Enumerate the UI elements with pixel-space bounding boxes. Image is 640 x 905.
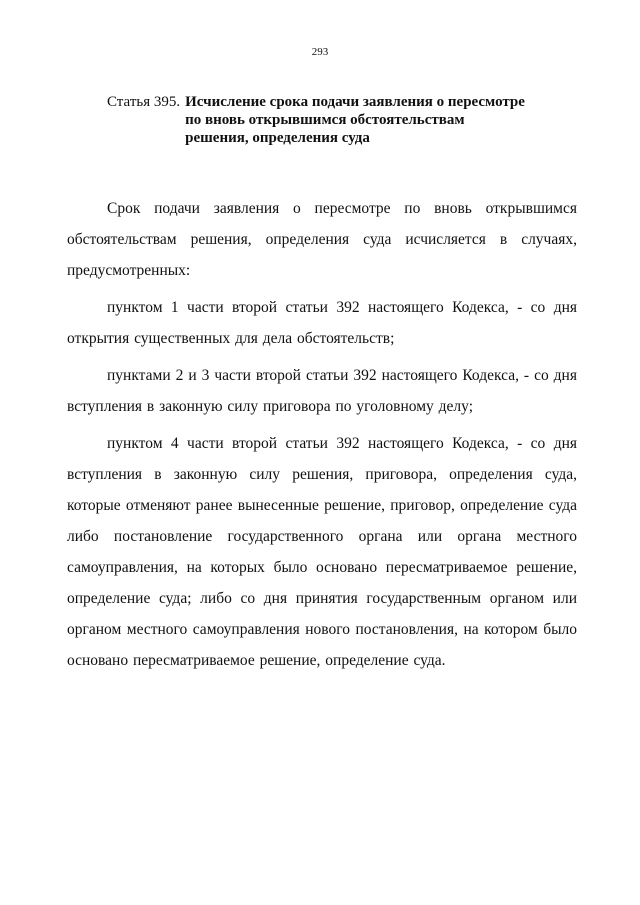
paragraph-intro: Срок подачи заявления о пересмотре по вновь открывшимся обстоятельствам решения, определения суда исчисляется в случаях, предусмотренных: xyxy=(67,200,577,279)
paragraph-item-2-3: пунктами 2 и 3 части второй статьи 392 настоящего Кодекса, - со дня вступления в законную силу приговора по уголовному делу; xyxy=(67,367,577,415)
article-body xyxy=(67,193,577,682)
article-label: Статья 395. xyxy=(107,94,181,110)
article-title-line: решения, определения суда xyxy=(185,130,370,146)
article-title-line: по вновь открывшимся обстоятельствам xyxy=(185,112,465,128)
article-title xyxy=(185,93,587,147)
article-title-line: Исчисление срока подачи заявления о пересмотре xyxy=(185,94,525,110)
page-number: 293 xyxy=(311,46,329,58)
paragraph-item-1: пунктом 1 части второй статьи 392 настоящего Кодекса, - со дня открытия существенных для дела обстоятельств; xyxy=(67,299,577,347)
article-heading xyxy=(107,93,587,147)
paragraph-item-4: пунктом 4 части второй статьи 392 настоящего Кодекса, - со дня вступления в законную силу решения, приговора, определения суда, которые отменяют ранее вынесенные решение, приговор, определение суда либо постановление государственного органа или органа местного самоуправления, на которых было основано пересматриваемое решение, определение суда; либо со дня принятия государственным органом или органом местного самоуправления нового постановления, на котором было основано пересматриваемое решение, определение суда. xyxy=(67,435,577,669)
